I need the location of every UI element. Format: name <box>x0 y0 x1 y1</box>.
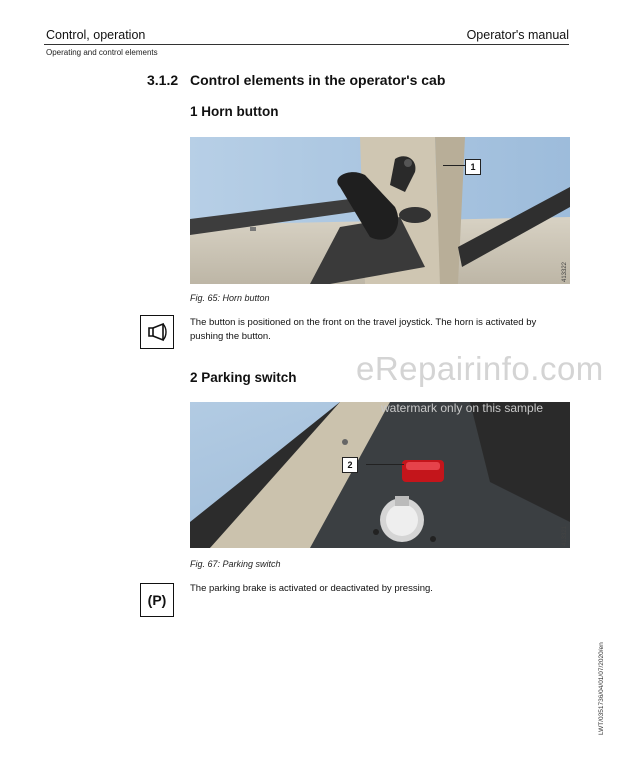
horn-heading: 1 Horn button <box>190 104 279 119</box>
horn-callout-label: 1 <box>465 159 481 175</box>
parking-description: The parking brake is activated or deactivated by pressing. <box>190 583 433 594</box>
header-manual-title: Operator's manual <box>466 28 569 42</box>
header-chapter: Control, operation <box>46 28 146 42</box>
horn-figure-id: 413322 <box>562 261 568 282</box>
parking-callout-label: 2 <box>342 457 358 473</box>
horn-icon <box>140 315 174 349</box>
parking-heading: 2 Parking switch <box>190 370 297 385</box>
header-divider <box>44 44 569 45</box>
section-title: Control elements in the operator's cab <box>190 72 446 88</box>
section-number: 3.1.2 <box>147 72 179 88</box>
horn-photo <box>190 137 570 284</box>
parking-callout-line <box>366 464 404 465</box>
header-subtitle: Operating and control elements <box>46 48 158 57</box>
parking-brake-glyph: (P) <box>147 592 167 608</box>
parking-caption: Fig. 67: Parking switch <box>190 559 281 569</box>
horn-caption: Fig. 65: Horn button <box>190 293 270 303</box>
document-code: LWT/0351736/04/01/07/2020/en <box>598 642 605 735</box>
watermark-text: eRepairinfo.com <box>356 350 604 387</box>
horn-description: The button is positioned on the front on the travel joystick. The horn is activated by pushing the button. <box>190 317 537 342</box>
watermark-subtext: watermark only on this sample <box>381 401 544 415</box>
parking-brake-icon <box>140 583 174 617</box>
parking-photo <box>190 402 570 548</box>
parking-figure-id: 413321 <box>562 525 568 546</box>
